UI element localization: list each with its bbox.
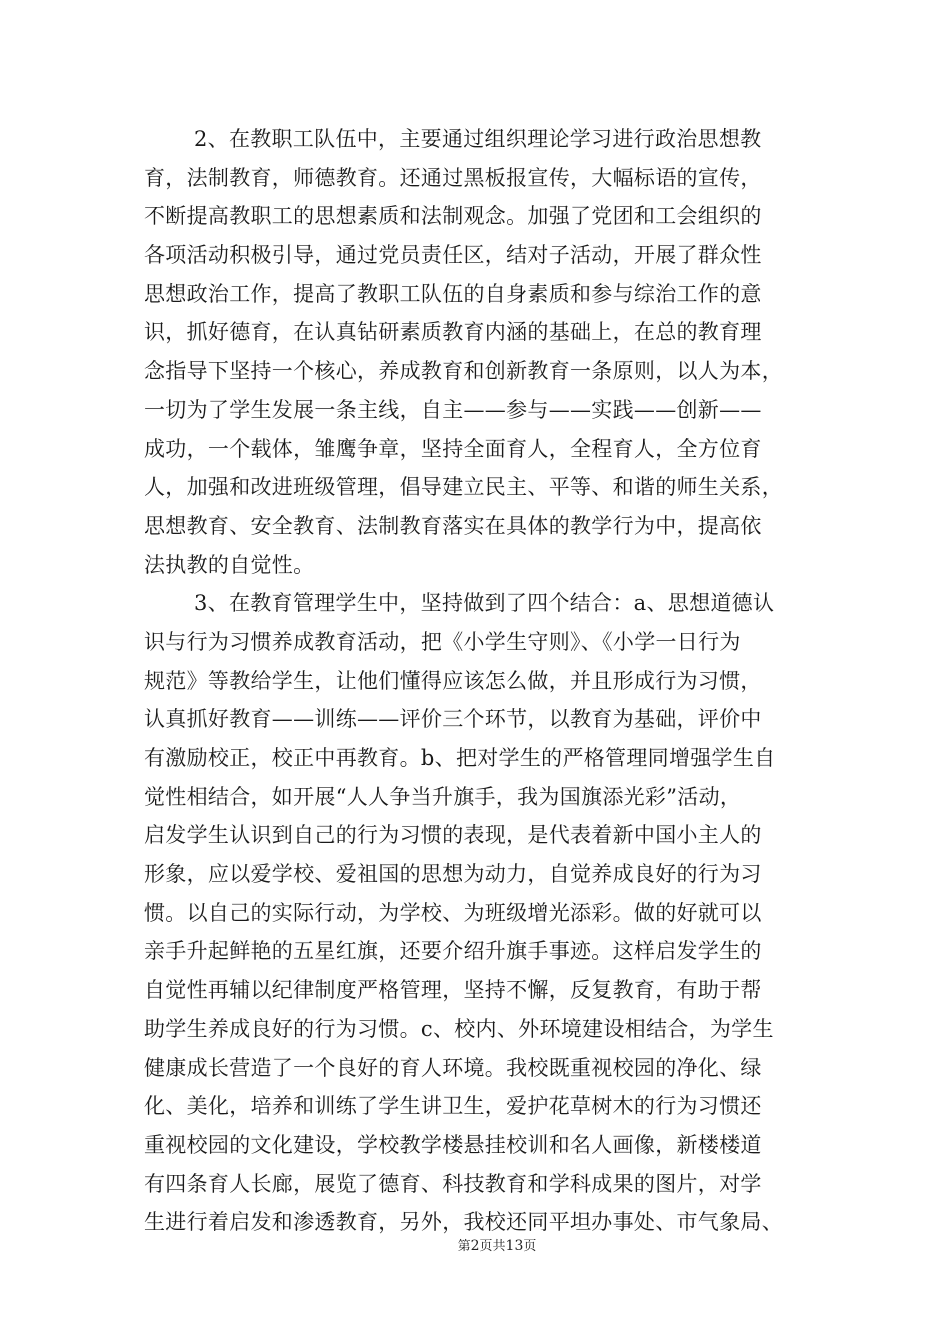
- paragraph-line: 有四条育人长廊，展览了德育、科技教育和学科成果的图片，对学: [144, 1171, 762, 1196]
- page-number-middle: 页共: [479, 1239, 506, 1254]
- paragraph-line: 识，抓好德育，在认真钻研素质教育内涵的基础上，在总的教育理: [144, 320, 762, 345]
- paragraph-line: 各项活动积极引导，通过党员责任区，结对子活动，开展了群众性: [144, 243, 762, 268]
- page-number-prefix: 第: [457, 1239, 471, 1254]
- document-body: [144, 120, 824, 1242]
- paragraph-line: 一切为了学生发展一条主线，自主——参与——实践——创新——: [144, 397, 762, 422]
- paragraph-line: 识与行为习惯养成教育活动，把《小学生守则》、《小学一日行为: [144, 629, 741, 654]
- paragraph-line: 有激励校正，校正中再教育。b、把对学生的严格管理同增强学生自: [144, 746, 776, 770]
- paragraph-line: 亲手升起鲜艳的五星红旗，还要介绍升旗手事迹。这样启发学生的: [144, 939, 762, 964]
- paragraph-line: 法执教的自觉性。: [144, 552, 315, 577]
- paragraph-line: 规范》等教给学生，让他们懂得应该怎么做，并且形成行为习惯，: [144, 668, 762, 693]
- paragraph-line: 人，加强和改进班级管理，倡导建立民主、平等、和谐的师生关系，: [144, 475, 783, 500]
- paragraph-line: 生进行着启发和渗透教育，另外，我校还同平坦办事处、市气象局、: [144, 1210, 783, 1235]
- paragraph-line: 3、在教育管理学生中，坚持做到了四个结合：a、思想道德认: [194, 591, 775, 616]
- paragraph-line: 思想教育、安全教育、法制教育落实在具体的教学行为中，提高依: [144, 513, 762, 538]
- paragraph-line: 启发学生认识到自己的行为习惯的表现，是代表着新中国小主人的: [144, 823, 762, 848]
- paragraph-line: 重视校园的文化建设，学校教学楼悬挂校训和名人画像，新楼楼道: [144, 1132, 762, 1157]
- paragraph-line: 2、在教职工队伍中，主要通过组织理论学习进行政治思想教: [194, 127, 762, 151]
- page-total: 13: [505, 1238, 524, 1254]
- paragraph-line: 念指导下坚持一个核心，养成教育和创新教育一条原则，以人为本，: [144, 359, 783, 384]
- paragraph-line: 惯。以自己的实际行动，为学校、为班级增光添彩。做的好就可以: [144, 900, 762, 925]
- paragraph-line: 觉性相结合，如开展“人人争当升旗手，我为国旗添光彩”活动，: [144, 784, 742, 809]
- paragraph-line: 形象，应以爱学校、爱祖国的思想为动力，自觉养成良好的行为习: [144, 862, 762, 887]
- paragraph-line: 育，法制教育，师德教育。还通过黑板报宣传，大幅标语的宣传，: [144, 165, 762, 190]
- paragraph-line: 成功，一个载体，雏鹰争章，坚持全面育人，全程育人，全方位育: [144, 436, 762, 461]
- paragraph-line: 自觉性再辅以纪律制度严格管理，坚持不懈，反复教育，有助于帮: [144, 978, 762, 1003]
- paragraph-line: 健康成长营造了一个良好的育人环境。我校既重视校园的净化、绿: [144, 1055, 762, 1080]
- paragraph-line: 化、美化，培养和训练了学生讲卫生，爱护花草树木的行为习惯还: [144, 1094, 762, 1119]
- page-number-suffix: 页: [523, 1239, 537, 1254]
- paragraph-line: 助学生养成良好的行为习惯。c、校内、外环境建设相结合，为学生: [144, 1016, 774, 1041]
- paragraph-line: 不断提高教职工的思想素质和法制观念。加强了党团和工会组织的: [144, 204, 762, 229]
- page-footer: [0, 1237, 950, 1256]
- paragraph-line: 思想政治工作，提高了教职工队伍的自身素质和参与综治工作的意: [144, 281, 762, 306]
- page-number: 2: [470, 1238, 480, 1254]
- paragraph-line: 认真抓好教育——训练——评价三个环节，以教育为基础，评价中: [144, 707, 762, 732]
